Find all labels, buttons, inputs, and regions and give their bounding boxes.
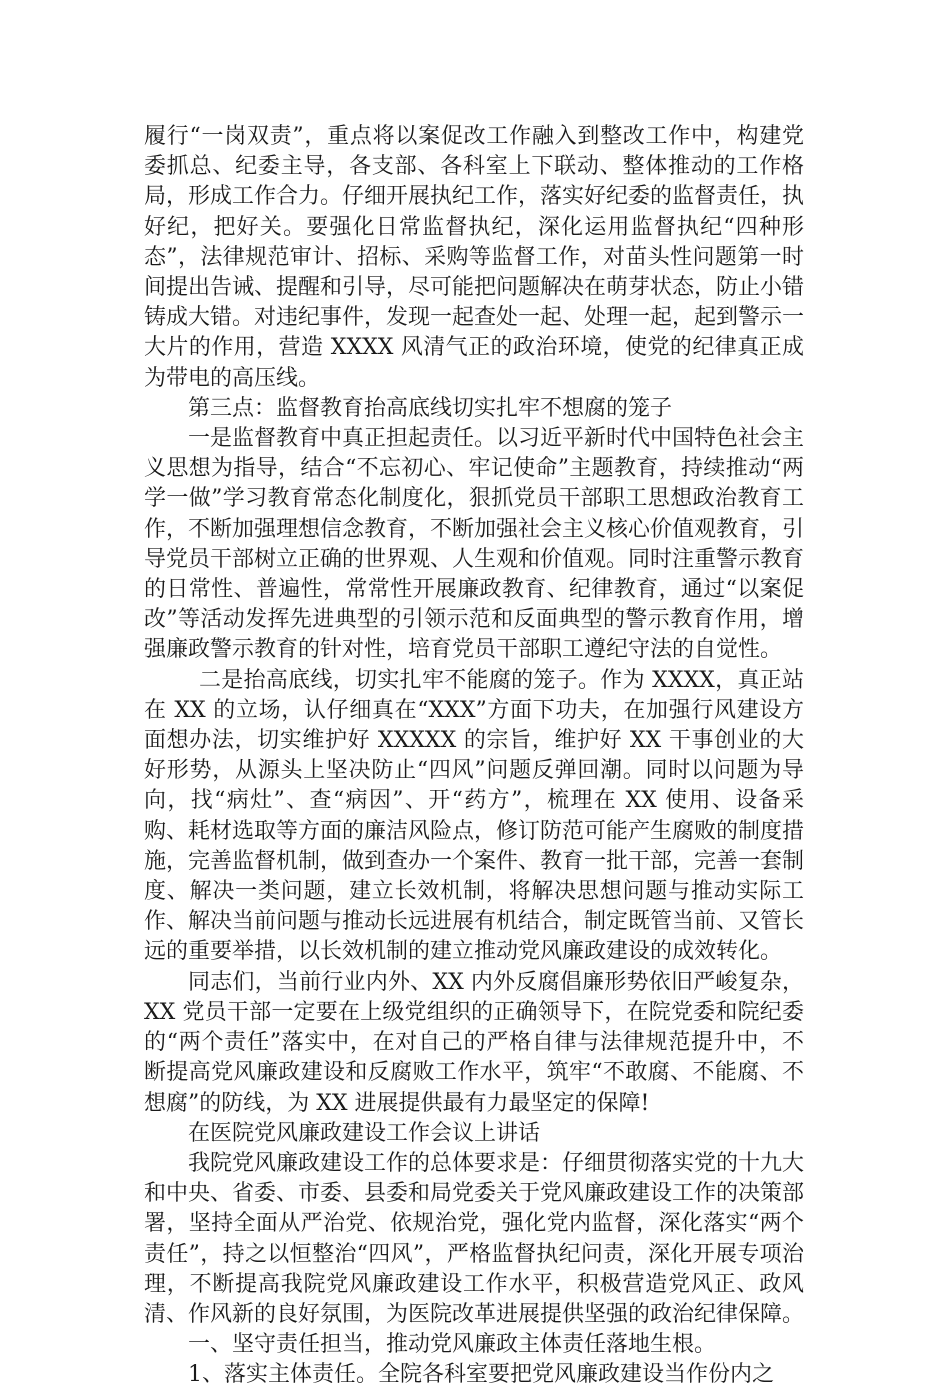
- paragraph-raise-baseline: 二是抬高底线，切实扎牢不能腐的笼子。作为 XXXX，真正站在 XX 的立场，认仔细真在“XXX”方面下功夫，在加强行风建设方面想办法，切实维护好 XXXXX 的宗旨，维护好 XX 干事创业的大好形势，从源头上坚决防止“四风”问题反弹回潮。同时以问题为导向，找“病灶”、查“病因”、开“药方”，梳理在 XX 使用、设备采购、耗材选取等方面的廉洁风险点，修订防范可能产生腐败的制度措施，完善监督机制，做到查办一个案件、教育一批干部，完善一套制度、解决一类问题，建立长效机制，将解决思想问题与推动实际工作、解决当前问题与推动长远进展有机结合，制定既管当前、又管长远的重要举措，以长效机制的建立推动党风廉政建设的成效转化。: [144, 667, 805, 965]
- section-heading-third-point: 第三点：监督教育抬高底线切实扎牢不想腐的笼子: [188, 395, 673, 421]
- speech-title: 在医院党风廉政建设工作会议上讲话: [188, 1120, 541, 1146]
- paragraph-main-responsibility: 1、落实主体责任。全院各科室要把党风廉政建设当作份内之: [188, 1362, 774, 1388]
- document-page: [144, 122, 804, 1391]
- paragraph-overall-requirements: 我院党风廉政建设工作的总体要求是：仔细贯彻落实党的十九大和中央、省委、市委、县委和局党委关于党风廉政建设工作的决策部署，坚持全面从严治党、依规治党，强化党内监督，深化落实“两个责任”，持之以恒整治“四风”，严格监督执纪问责，深化开展专项治理，不断提高我院党风廉政建设工作水平，积极营造党风正、政风清、作风新的良好氛围，为医院改革进展提供坚强的政治纪律保障。: [144, 1150, 805, 1327]
- paragraph-continuation: 履行“一岗双责”，重点将以案促改工作融入到整改工作中，构建党委抓总、纪委主导，各支部、各科室上下联动、整体推动的工作格局，形成工作合力。仔细开展执纪工作，落实好纪委的监督责任，执好纪，把好关。要强化日常监督执纪，深化运用监督执纪“四种形态”，法律规范审计、招标、采购等监督工作，对苗头性问题第一时间提出告诫、提醒和引导，尽可能把问题解决在萌芽状态，防止小错铸成大错。对违纪事件，发现一起查处一起、处理一起，起到警示一大片的作用，营造 XXXX 风清气正的政治环境，使党的纪律真正成为带电的高压线。: [144, 124, 805, 391]
- paragraph-comrades: 同志们，当前行业内外、XX 内外反腐倡廉形势依旧严峻复杂，XX 党员干部一定要在上级党组织的正确领导下，在院党委和院纪委的“两个责任”落实中，在对自己的严格自律与法律规范提升中，不断提高党风廉政建设和反腐败工作水平，筑牢“不敢腐、不能腐、不想腐”的防线，为 XX 进展提供最有力最坚定的保障!: [144, 969, 804, 1116]
- paragraph-supervision-education: 一是监督教育中真正担起责任。以习近平新时代中国特色社会主义思想为指导，结合“不忘初心、牢记使命”主题教育，持续推动“两学一做”学习教育常态化制度化，狠抓党员干部职工思想政治教育工作，不断加强理想信念教育，不断加强社会主义核心价值观教育，引导党员干部树立正确的世界观、人生观和价值观。同时注重警示教育的日常性、普遍性，常常性开展廉政教育、纪律教育，通过“以案促改”等活动发挥先进典型的引领示范和反面典型的警示教育作用，增强廉政警示教育的针对性，培育党员干部职工遵纪守法的自觉性。: [144, 426, 805, 663]
- section-heading-one: 一、坚守责任担当，推动党风廉政主体责任落地生根。: [188, 1332, 717, 1358]
